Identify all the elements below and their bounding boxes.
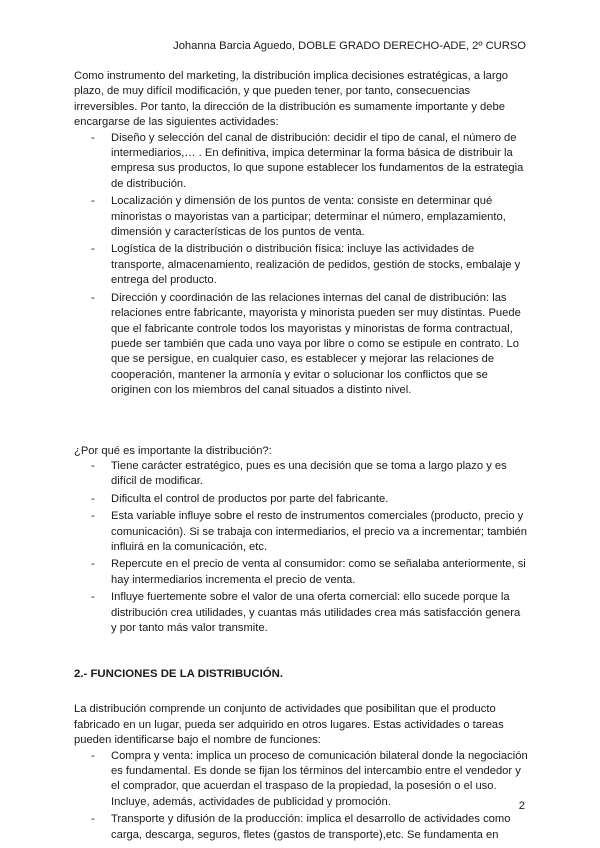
list-item: - Dirección y coordinación de las relaciones internas del canal de distribución: las relaciones entre fabricante, mayorista y minorista pueden ser muy distintas. Puede que el fabricante controle todos los mayoristas y minoristas de forma contractual, puede ser también que cada uno vaya por libre o como se estipule en contrato. Lo que se persigue, en cualquier caso, es establecer y mejorar las relaciones de cooperación, mantener la armonía y evitar o solucionar los conflictos que se originen con los miembros del canal situados a distinto nivel. xyxy=(91,291,521,397)
why-list xyxy=(74,459,528,636)
dash-bullet: - xyxy=(91,749,95,762)
list-item: - Logística de la distribución o distribución física: incluye las actividades de transporte, almacenamiento, realización de pedidos, gestión de stocks, embalaje y entrega del producto. xyxy=(91,243,521,287)
list-item: - Repercute en el precio de venta al consumidor: como se señalaba anteriormente, si hay intermediarios incrementa el precio de venta. xyxy=(91,558,526,586)
dash-bullet: - xyxy=(91,558,95,571)
dash-bullet: - xyxy=(91,459,95,472)
dash-bullet: - xyxy=(91,243,95,256)
page-header: Johanna Barcia Aguedo, DOBLE GRADO DERECHO-ADE, 2º CURSO xyxy=(173,40,526,52)
dash-bullet: - xyxy=(91,195,95,208)
activities-list xyxy=(74,131,528,399)
list-item: - Tiene carácter estratégico, pues es una decisión que se toma a largo plazo y es difícil de modificar. xyxy=(91,459,507,488)
why-question: ¿Por qué es importante la distribución?: xyxy=(74,444,272,457)
dash-bullet: - xyxy=(91,510,95,523)
functions-intro: La distribución comprende un conjunto de actividades que posibilitan que el producto fabricado en un lugar, pueda ser adquirido en otros lugares. Estas actividades o tareas pueden identificarse bajo el nombre de funciones: xyxy=(74,703,504,747)
list-item: - Esta variable influye sobre el resto de instrumentos comerciales (producto, precio y comunicación). Si se trabaja con intermediarios, el precio va a incrementar; también influirá en la comunicación, etc. xyxy=(91,510,527,553)
page-number: 2 xyxy=(518,800,525,812)
document-body xyxy=(74,69,528,845)
dash-bullet: - xyxy=(91,291,95,304)
list-item: - Dificulta el control de productos por parte del fabricante. xyxy=(74,492,528,507)
dash-bullet: - xyxy=(91,131,95,144)
list-item: - Transporte y difusión de la producción: implica el desarrollo de actividades como carga, descarga, seguros, fletes (gastos de transporte),etc. Se fundamenta en xyxy=(91,813,511,841)
list-item: - Compra y venta: implica un proceso de comunicación bilateral donde la negociación es fundamental. Es donde se fijan los términos del intercambio entre el vendedor y el comprador, que acuerdan el traspaso de la propiedad, la posesión o el uso. Incluye, además, actividades de publicidad y promoción. xyxy=(91,749,528,808)
list-item: - Localización y dimensión de los puntos de venta: consiste en determinar qué minoristas o mayoristas van a participar; determinar el número, emplazamiento, dimensión y características de los puntos de venta. xyxy=(91,195,506,239)
list-item: - Influye fuertemente sobre el valor de una oferta comercial: ello sucede porque la distribución crea utilidades, y cuantas más utilidades crea más satisfacción genera y por tanto más valor transmite. xyxy=(91,591,521,634)
functions-list xyxy=(74,749,528,843)
section-heading: 2.- FUNCIONES DE LA DISTRIBUCIÓN. xyxy=(74,668,284,681)
dash-bullet: - xyxy=(91,813,95,826)
list-item: - Diseño y selección del canal de distribución: decidir el tipo de canal, el número de intermediarios,… . En definitiva, impica determinar la forma básica de distribuir la empresa sus productos, lo que supone establecer los fundamentos de la estrategia de distribución. xyxy=(91,131,524,190)
intro-paragraph: Como instrumento del marketing, la distribución implica decisiones estratégicas, a largo plazo, de muy difícil modificación, y que pueden tener, por tanto, consecuencias irreversibles. Por tanto, la dirección de la distribución es sumamente importante y debe encargarse de las siguientes actividades: xyxy=(74,70,509,129)
dash-bullet: - xyxy=(91,492,95,505)
dash-bullet: - xyxy=(91,591,95,604)
